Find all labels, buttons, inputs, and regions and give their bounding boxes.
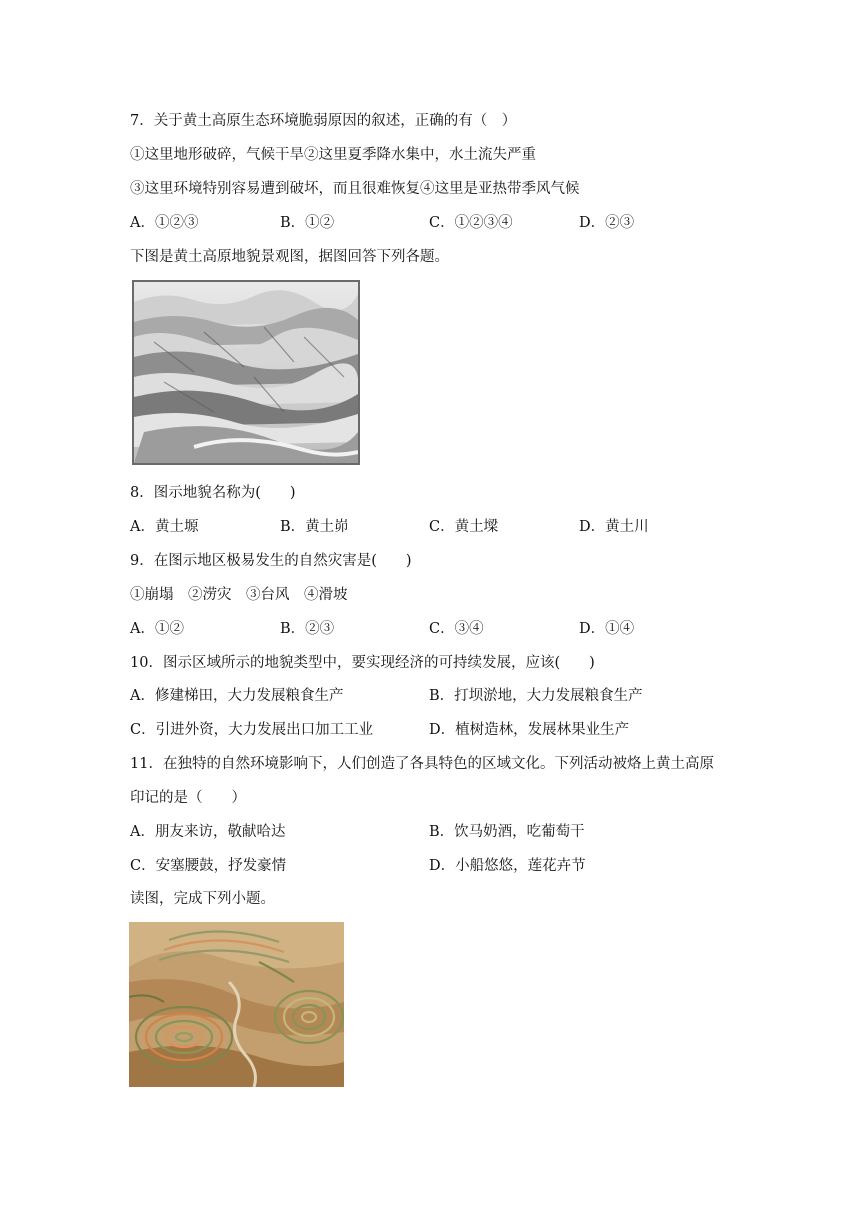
- question-11-option-d: D．小船悠悠，莲花卉节: [429, 858, 586, 874]
- loess-plateau-landform-photo: [132, 280, 360, 465]
- question-8-stem: 8．图示地貌名称为( ): [130, 485, 296, 501]
- question-9-statements: ①崩塌 ②涝灾 ③台风 ④滑坡: [130, 587, 348, 603]
- question-8-option-a: A．黄土塬: [130, 519, 199, 535]
- question-7-option-c: C．①②③④: [429, 215, 513, 231]
- question-7-option-b: B．①②: [280, 215, 335, 231]
- question-11-option-a: A．朋友来访，敬献哈达: [130, 824, 286, 840]
- question-9-option-d: D．①④: [579, 621, 635, 637]
- question-10-option-a: A．修建梯田，大力发展粮食生产: [130, 688, 344, 704]
- question-7-option-a: A．①②③: [130, 215, 199, 231]
- question-9-option-a: A．①②: [130, 621, 184, 637]
- question-7-statements-1: ①这里地形破碎，气候干旱②这里夏季降水集中，水土流失严重: [130, 147, 536, 163]
- terraced-fields-aerial-photo: [129, 922, 344, 1087]
- question-10-option-b: B．打坝淤地，大力发展粮食生产: [429, 688, 643, 704]
- question-8-option-b: B．黄土峁: [280, 519, 349, 535]
- question-10-stem: 10．图示区域所示的地貌类型中，要实现经济的可持续发展，应该( ): [130, 655, 595, 671]
- question-8-option-d: D．黄土川: [579, 519, 649, 535]
- question-10-option-d: D．植树造林，发展林果业生产: [429, 722, 630, 738]
- question-7-option-d: D．②③: [579, 215, 635, 231]
- question-7-stem: 7．关于黄土高原生态环境脆弱原因的叙述，正确的有（ ）: [130, 113, 517, 129]
- question-8-option-c: C．黄土墚: [429, 519, 499, 535]
- question-10-option-c: C．引进外资，大力发展出口加工工业: [130, 722, 374, 738]
- figure-intro-1: 下图是黄土高原地貌景观图，据图回答下列各题。: [130, 249, 449, 265]
- question-9-stem: 9．在图示地区极易发生的自然灾害是( ): [130, 553, 412, 569]
- question-9-option-c: C．③④: [429, 621, 484, 637]
- question-11-option-b: B．饮马奶酒，吃葡萄干: [429, 824, 585, 840]
- figure-intro-2: 读图，完成下列小题。: [130, 891, 275, 907]
- question-11-stem-continued: 印记的是（ ）: [130, 790, 246, 806]
- question-7-statements-2: ③这里环境特别容易遭到破坏，而且很难恢复④这里是亚热带季风气候: [130, 181, 580, 197]
- question-11-option-c: C．安塞腰鼓，抒发豪情: [130, 858, 287, 874]
- question-11-stem: 11．在独特的自然环境影响下，人们创造了各具特色的区域文化。下列活动被烙上黄土高原: [130, 756, 714, 772]
- question-9-option-b: B．②③: [280, 621, 335, 637]
